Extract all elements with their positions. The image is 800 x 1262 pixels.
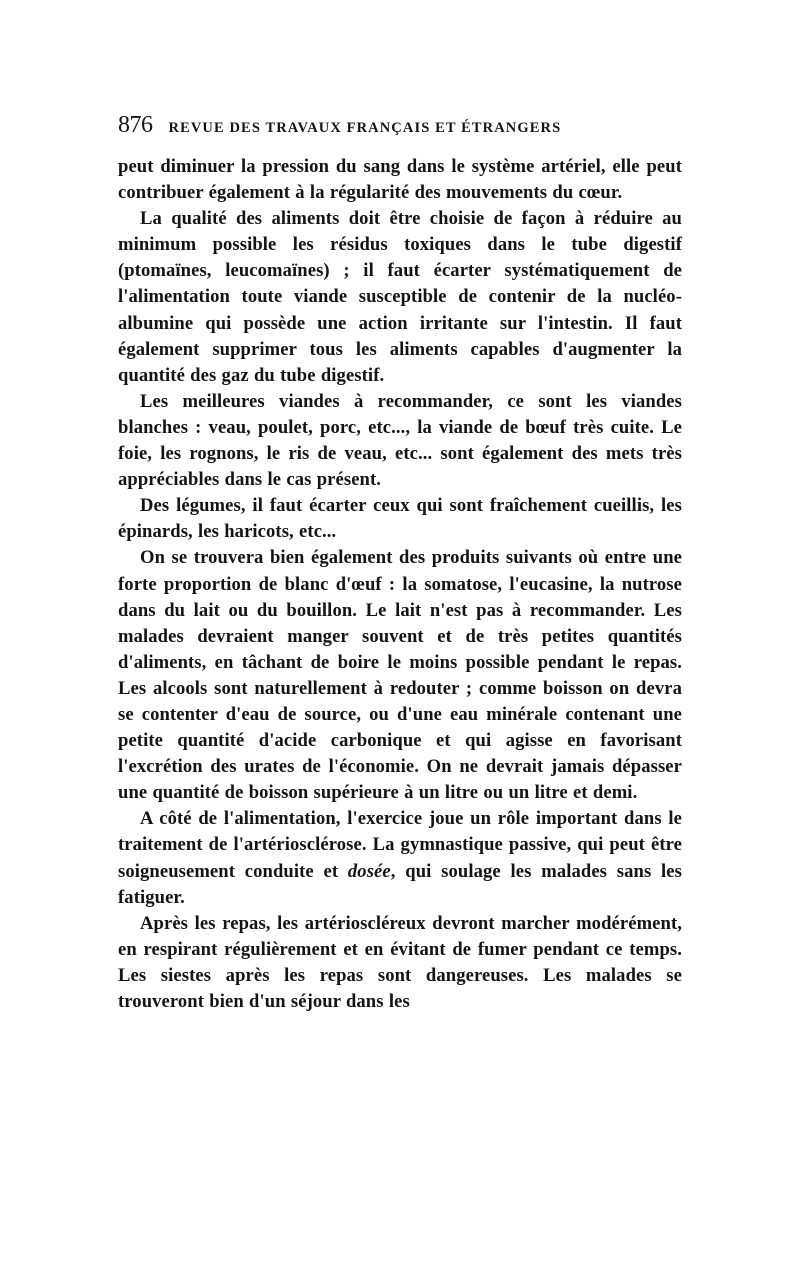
- paragraph-recommended-meats: Les meilleures viandes à recommander, ce sont les viandes blanches : veau, poulet, porc, etc..., la viande de bœuf très cuite. Le foie, les rognons, le ris de veau, etc... sont également des mets très appréciables dans le cas présent.: [118, 390, 682, 491]
- paragraph-heart-rhythm: peut diminuer la pression du sang dans le système artériel, elle peut contribuer également à la régularité des mouvements du cœur.: [118, 156, 682, 204]
- paragraph-exercise: A côté de l'alimentation, l'exercice joue un rôle important dans le traitement de l'artériosclérose. La gymnastique passive, qui peut être soigneusement conduite et dosée, qui soulage les malades sans les fatiguer.: [118, 808, 682, 908]
- paragraph-food-quality: La qualité des aliments doit être choisie de façon à réduire au minimum possible les résidus toxiques dans le tube digestif (ptomaïnes, leucomaïnes) ; il faut écarter systématiquement de l'alimentation toute viande susceptible de contenir de la nucléo-albumine qui possède une action irritante sur l'intestin. Il faut également supprimer tous les aliments capables d'augmenter la quantité des gaz du tube digestif.: [118, 208, 682, 386]
- running-title: REVUE DES TRAVAUX FRANÇAIS ET ÉTRANGERS: [168, 120, 562, 136]
- page-number: 876: [118, 112, 153, 138]
- emphasis-dosee: dosée: [347, 860, 391, 882]
- paragraph-vegetables: Des légumes, il faut écarter ceux qui sont fraîchement cueillis, les épinards, les haricots, etc...: [118, 495, 682, 543]
- paragraph-egg-products-drinks: On se trouvera bien également des produits suivants où entre une forte proportion de blanc d'œuf : la somatose, l'eucasine, la nutrose dans du lait ou du bouillon. Le lait n'est pas à recommander. Les malades devraient manger souvent et de très petites quantités d'aliments, en tâchant de boire le moins possible pendant le repas. Les alcools sont naturellement à redouter ; comme boisson on devra se contenter d'eau de source, ou d'une eau minérale contenant une petite quantité d'acide carbonique et qui agisse en favorisant l'excrétion des urates de l'économie. On ne devrait jamais dépasser une quantité de boisson supérieure à un litre ou un litre et demi.: [118, 547, 682, 804]
- book-page: [118, 112, 682, 1015]
- paragraph-after-meals: Après les repas, les artérioscléreux devront marcher modérément, en respirant régulièrement et en évitant de fumer pendant ce temps. Les siestes après les repas sont dangereuses. Les malades se trouveront bien d'un séjour dans les: [118, 912, 682, 1012]
- running-head: [118, 112, 682, 152]
